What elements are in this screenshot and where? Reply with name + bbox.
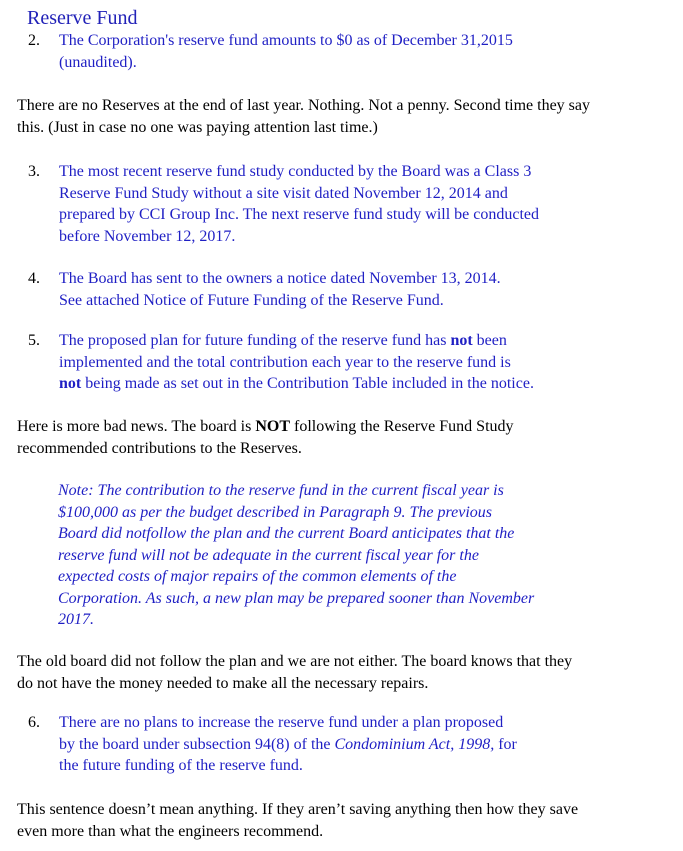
section-heading: Reserve Fund [27, 7, 138, 29]
item-line: The Corporation's reserve fund amounts to $0 as of December 31,2015 [59, 32, 513, 49]
note-line: expected costs of major repairs of the common elements of the [58, 568, 457, 585]
item-line: There are no plans to increase the reserve fund under a plan proposed [59, 714, 504, 731]
comment-line: There are no Reserves at the end of last year. Nothing. Not a penny. Second time they say [17, 97, 591, 114]
list-item-3 [28, 161, 628, 247]
emphasis-not: not [59, 375, 82, 392]
commentary-paragraph-2 [17, 416, 681, 459]
emphasis-not: not [450, 332, 473, 349]
item-number: 2. [28, 32, 40, 49]
commentary-paragraph-3 [17, 651, 681, 694]
list-item-6 [28, 712, 628, 777]
list-item-2 [28, 30, 628, 73]
item-line: (unaudited). [59, 53, 137, 71]
item-number: 5. [28, 332, 40, 349]
item-line: The Board has sent to the owners a notice dated November 13, 2014. [59, 270, 501, 287]
item-number: 3. [28, 163, 40, 180]
item-line: implemented and the total contribution each year to the reserve fund is [59, 353, 511, 371]
item-text [59, 161, 628, 247]
text-run: been [472, 332, 507, 349]
note-line: reserve fund will not be adequate in the current fiscal year for the [58, 546, 479, 564]
italic-note [58, 480, 618, 631]
item-text [59, 268, 628, 311]
item-number: 6. [28, 714, 40, 731]
text-run: following the Reserve Fund Study [289, 418, 514, 435]
item-line [59, 734, 628, 756]
item-line: Reserve Fund Study without a site visit dated November 12, 2014 and [59, 184, 508, 202]
commentary-paragraph-4 [17, 799, 681, 842]
item-text [59, 712, 628, 777]
text-run: being made as set out in the Contribution Table included in the notice. [81, 375, 534, 392]
text-run: for [494, 735, 517, 753]
comment-line: even more than what the engineers recommend. [17, 822, 324, 840]
emphasis-not-caps: NOT [255, 418, 290, 435]
comment-line: this. (Just in case no one was paying attention last time.) [17, 118, 378, 136]
item-line: See attached Notice of Future Funding of the Reserve Fund. [59, 291, 444, 309]
note-line: $100,000 as per the budget described in Paragraph 9. The previous [58, 503, 493, 521]
comment-line [17, 416, 681, 438]
note-line: Board did notfollow the plan and the current Board anticipates that the [58, 525, 515, 542]
comment-line: This sentence doesn’t mean anything. If they aren’t saving anything then how they save [17, 801, 579, 818]
note-line: Note: The contribution to the reserve fund in the current fiscal year is [58, 482, 504, 499]
text-run: Here is more bad news. The board is [17, 418, 256, 435]
comment-line: The old board did not follow the plan and we are not either. The board knows that they [17, 653, 573, 670]
item-line: before November 12, 2017. [59, 227, 236, 245]
item-number: 4. [28, 270, 40, 287]
text-run: The proposed plan for future funding of the reserve fund has [59, 332, 451, 349]
item-line [59, 330, 628, 352]
item-text [59, 330, 628, 395]
note-line: 2017. [58, 611, 94, 628]
item-line [59, 373, 628, 395]
commentary-paragraph-1 [17, 95, 681, 138]
item-line: The most recent reserve fund study conducted by the Board was a Class 3 [59, 163, 532, 180]
text-run: by the board under subsection 94(8) of the [59, 735, 335, 753]
list-item-5 [28, 330, 628, 395]
comment-line: recommended contributions to the Reserves. [17, 439, 302, 457]
item-line: prepared by CCI Group Inc. The next reserve fund study will be conducted [59, 206, 540, 223]
item-text [59, 30, 628, 73]
act-title: Condominium Act, 1998, [334, 735, 495, 753]
list-item-4 [28, 268, 628, 311]
item-line: the future funding of the reserve fund. [59, 757, 303, 774]
note-line: Corporation. As such, a new plan may be prepared sooner than November [58, 589, 535, 607]
comment-line: do not have the money needed to make all the necessary repairs. [17, 674, 429, 692]
